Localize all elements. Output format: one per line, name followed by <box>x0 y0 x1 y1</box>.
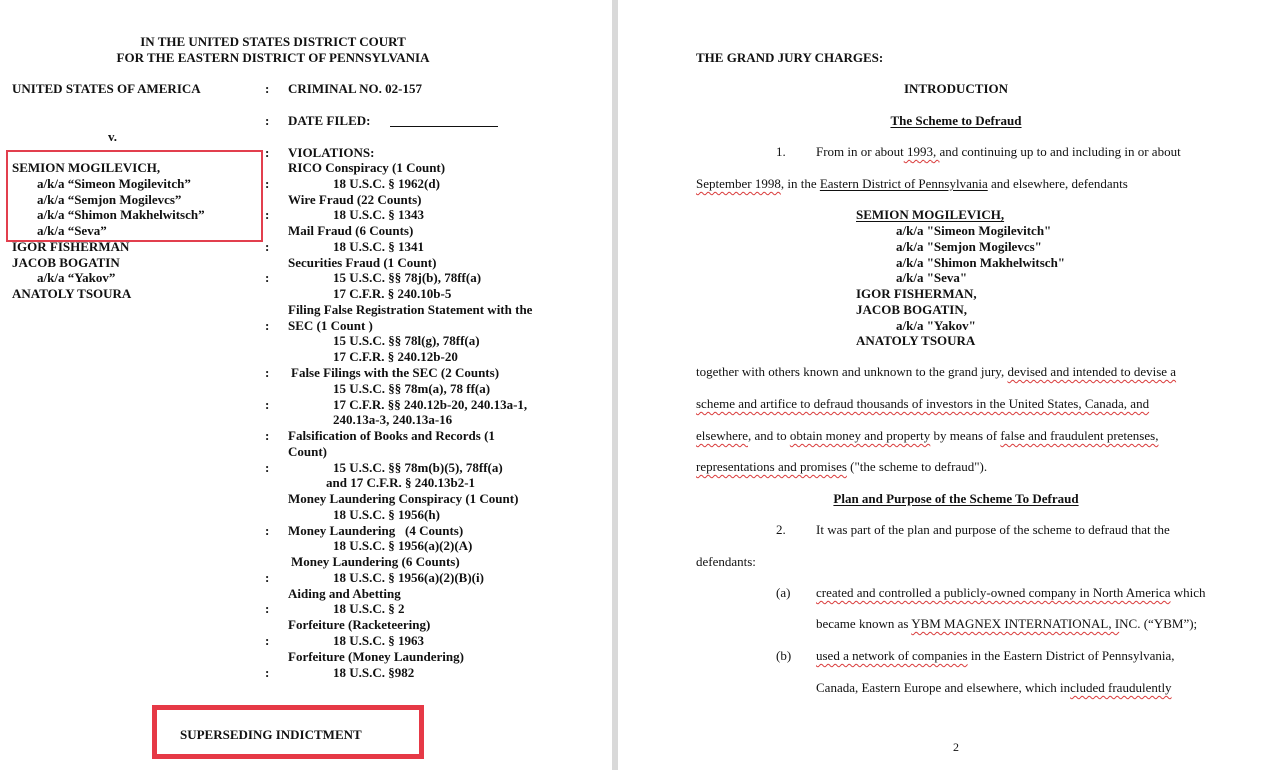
criminal-number: CRIMINAL NO. 02-157 <box>288 81 422 96</box>
violation-line: RICO Conspiracy (1 Count) <box>288 160 446 175</box>
scheme-heading: The Scheme to Defraud <box>890 113 1022 128</box>
page-right <box>618 0 1280 770</box>
defendant-line: a/k/a “Shimon Makhelwitsch” <box>37 207 205 222</box>
violation-line: Forfeiture (Racketeering) <box>288 617 431 632</box>
charges-heading: THE GRAND JURY CHARGES: <box>696 50 884 65</box>
defendant-line: ANATOLY TSOURA <box>856 333 976 348</box>
item-a-line-1: created and controlled a publicly-owned company in North America which <box>816 585 1206 600</box>
defendant-line: a/k/a "Shimon Makhelwitsch" <box>896 255 1066 270</box>
violations-heading: VIOLATIONS: <box>288 145 375 160</box>
separator-colon: : <box>265 365 270 380</box>
separator-colon: : <box>265 318 270 333</box>
defendant-line: a/k/a “Yakov” <box>37 270 116 285</box>
violation-line: 18 U.S.C. § 2 <box>333 601 405 616</box>
separator-colon: : <box>265 460 270 475</box>
defendant-line: SEMION MOGILEVICH, <box>856 207 1005 222</box>
violation-line: 18 U.S.C. § 1341 <box>333 239 425 254</box>
violation-line: 18 U.S.C. § 1963 <box>333 633 425 648</box>
separator-colon: : <box>265 397 270 412</box>
violation-line: 18 U.S.C. § 1956(a)(2)(B)(i) <box>333 570 484 585</box>
defendant-line: JACOB BOGATIN <box>12 255 120 270</box>
item-a-line-2: became known as YBM MAGNEX INTERNATIONAL, INC. (“YBM”); <box>816 616 1198 631</box>
paragraph-number: 2. <box>776 522 786 537</box>
paragraph-1-line-1: From in or about 1993, and continuing up to and including in or about <box>816 144 1181 159</box>
plan-heading: Plan and Purpose of the Scheme To Defraud <box>833 491 1079 506</box>
paragraph-number: 1. <box>776 144 786 159</box>
defendant-line: IGOR FISHERMAN <box>12 239 130 254</box>
violation-line: and 17 C.F.R. § 240.13b2-1 <box>326 475 476 490</box>
violation-line: Filing False Registration Statement with the <box>288 302 533 317</box>
separator-colon: : <box>265 81 270 96</box>
violation-line: 18 U.S.C. § 1962(d) <box>333 176 440 191</box>
violation-line: Money Laundering Conspiracy (1 Count) <box>288 491 519 506</box>
defendant-line: JACOB BOGATIN, <box>856 302 967 317</box>
defendant-line: a/k/a “Simeon Mogilevitch” <box>37 176 191 191</box>
separator-colon: : <box>265 665 270 680</box>
violation-line: 18 U.S.C. § 1343 <box>333 207 425 222</box>
body-line-4: representations and promises ("the scheme to defraud"). <box>696 459 988 474</box>
separator-colon: : <box>265 207 270 222</box>
violation-line: Wire Fraud (22 Counts) <box>288 192 422 207</box>
violation-line: 17 C.F.R. § 240.10b-5 <box>333 286 452 301</box>
highlight-box-defendant <box>6 150 263 242</box>
defendant-line: IGOR FISHERMAN, <box>856 286 977 301</box>
violation-line: Money Laundering (6 Counts) <box>291 554 460 569</box>
separator-colon: : <box>265 239 270 254</box>
document-title: SUPERSEDING INDICTMENT <box>180 727 362 742</box>
violation-line: Money Laundering (4 Counts) <box>288 523 464 538</box>
defendant-line: a/k/a "Seva" <box>896 270 968 285</box>
separator-colon: : <box>265 270 270 285</box>
item-label-b: (b) <box>776 648 792 663</box>
separator-colon: : <box>265 176 270 191</box>
separator-colon: : <box>265 570 270 585</box>
item-label-a: (a) <box>776 585 791 600</box>
body-line-3: elsewhere, and to obtain money and property by means of false and fraudulent pretenses, <box>696 428 1159 443</box>
versus: v. <box>108 129 118 144</box>
violation-line: SEC (1 Count ) <box>288 318 373 333</box>
violation-line: 17 C.F.R. § 240.12b-20 <box>333 349 458 364</box>
violation-line: 15 U.S.C. §§ 78m(a), 78 ff(a) <box>333 381 491 396</box>
body-line-1: together with others known and unknown to the grand jury, devised and intended to devise a <box>696 364 1177 379</box>
separator-colon: : <box>265 145 270 160</box>
date-filed-label: DATE FILED: <box>288 113 371 128</box>
violation-line: 240.13a-3, 240.13a-16 <box>333 412 453 427</box>
violation-line: 15 U.S.C. §§ 78l(g), 78ff(a) <box>333 333 480 348</box>
separator-colon: : <box>265 113 270 128</box>
violation-line: Count) <box>288 444 328 459</box>
introduction-heading: INTRODUCTION <box>903 81 1008 96</box>
defendant-line: a/k/a "Semjon Mogilevcs" <box>896 239 1042 254</box>
violation-line: 17 C.F.R. §§ 240.12b-20, 240.13a-1, <box>333 397 528 412</box>
page-left <box>0 0 612 770</box>
separator-colon: : <box>265 428 270 443</box>
court-name-line1: IN THE UNITED STATES DISTRICT COURT <box>140 34 406 49</box>
defendant-line: a/k/a “Seva” <box>37 223 107 238</box>
violation-line: Mail Fraud (6 Counts) <box>288 223 414 238</box>
defendant-line: a/k/a “Semjon Mogilevcs” <box>37 192 182 207</box>
violation-line: 18 U.S.C. §982 <box>333 665 415 680</box>
paragraph-2-line-2: defendants: <box>696 554 756 569</box>
violation-line: False Filings with the SEC (2 Counts) <box>291 365 500 380</box>
defendant-line: a/k/a "Yakov" <box>896 318 976 333</box>
paragraph-1-line-2: September 1998, in the Eastern District of Pennsylvania and elsewhere, defendants <box>696 176 1128 191</box>
separator-colon: : <box>265 601 270 616</box>
item-b-line-2: Canada, Eastern Europe and elsewhere, which included fraudulently <box>816 680 1172 695</box>
plaintiff: UNITED STATES OF AMERICA <box>12 81 201 96</box>
defendant-line: a/k/a "Simeon Mogilevitch" <box>896 223 1052 238</box>
court-name-line2: FOR THE EASTERN DISTRICT OF PENNSYLVANIA <box>116 50 430 65</box>
violation-line: Falsification of Books and Records (1 <box>288 428 495 443</box>
date-filed-blank <box>390 126 498 127</box>
separator-colon: : <box>265 633 270 648</box>
violation-line: Securities Fraud (1 Count) <box>288 255 437 270</box>
violation-line: 18 U.S.C. § 1956(a)(2)(A) <box>333 538 473 553</box>
body-line-2: scheme and artifice to defraud thousands of investors in the United States, Canada, and <box>696 396 1150 411</box>
violation-line: 15 U.S.C. §§ 78m(b)(5), 78ff(a) <box>333 460 503 475</box>
violation-line: Forfeiture (Money Laundering) <box>288 649 464 664</box>
paragraph-2-line-1: It was part of the plan and purpose of the scheme to defraud that the <box>816 522 1170 537</box>
item-b-line-1: used a network of companies in the Eastern District of Pennsylvania, <box>816 648 1175 663</box>
violation-line: 18 U.S.C. § 1956(h) <box>333 507 440 522</box>
violation-line: Aiding and Abetting <box>288 586 401 601</box>
page-number: 2 <box>953 740 959 754</box>
violation-line: 15 U.S.C. §§ 78j(b), 78ff(a) <box>333 270 482 285</box>
separator-colon: : <box>265 523 270 538</box>
defendant-line: SEMION MOGILEVICH, <box>12 160 161 175</box>
defendant-line: ANATOLY TSOURA <box>12 286 132 301</box>
